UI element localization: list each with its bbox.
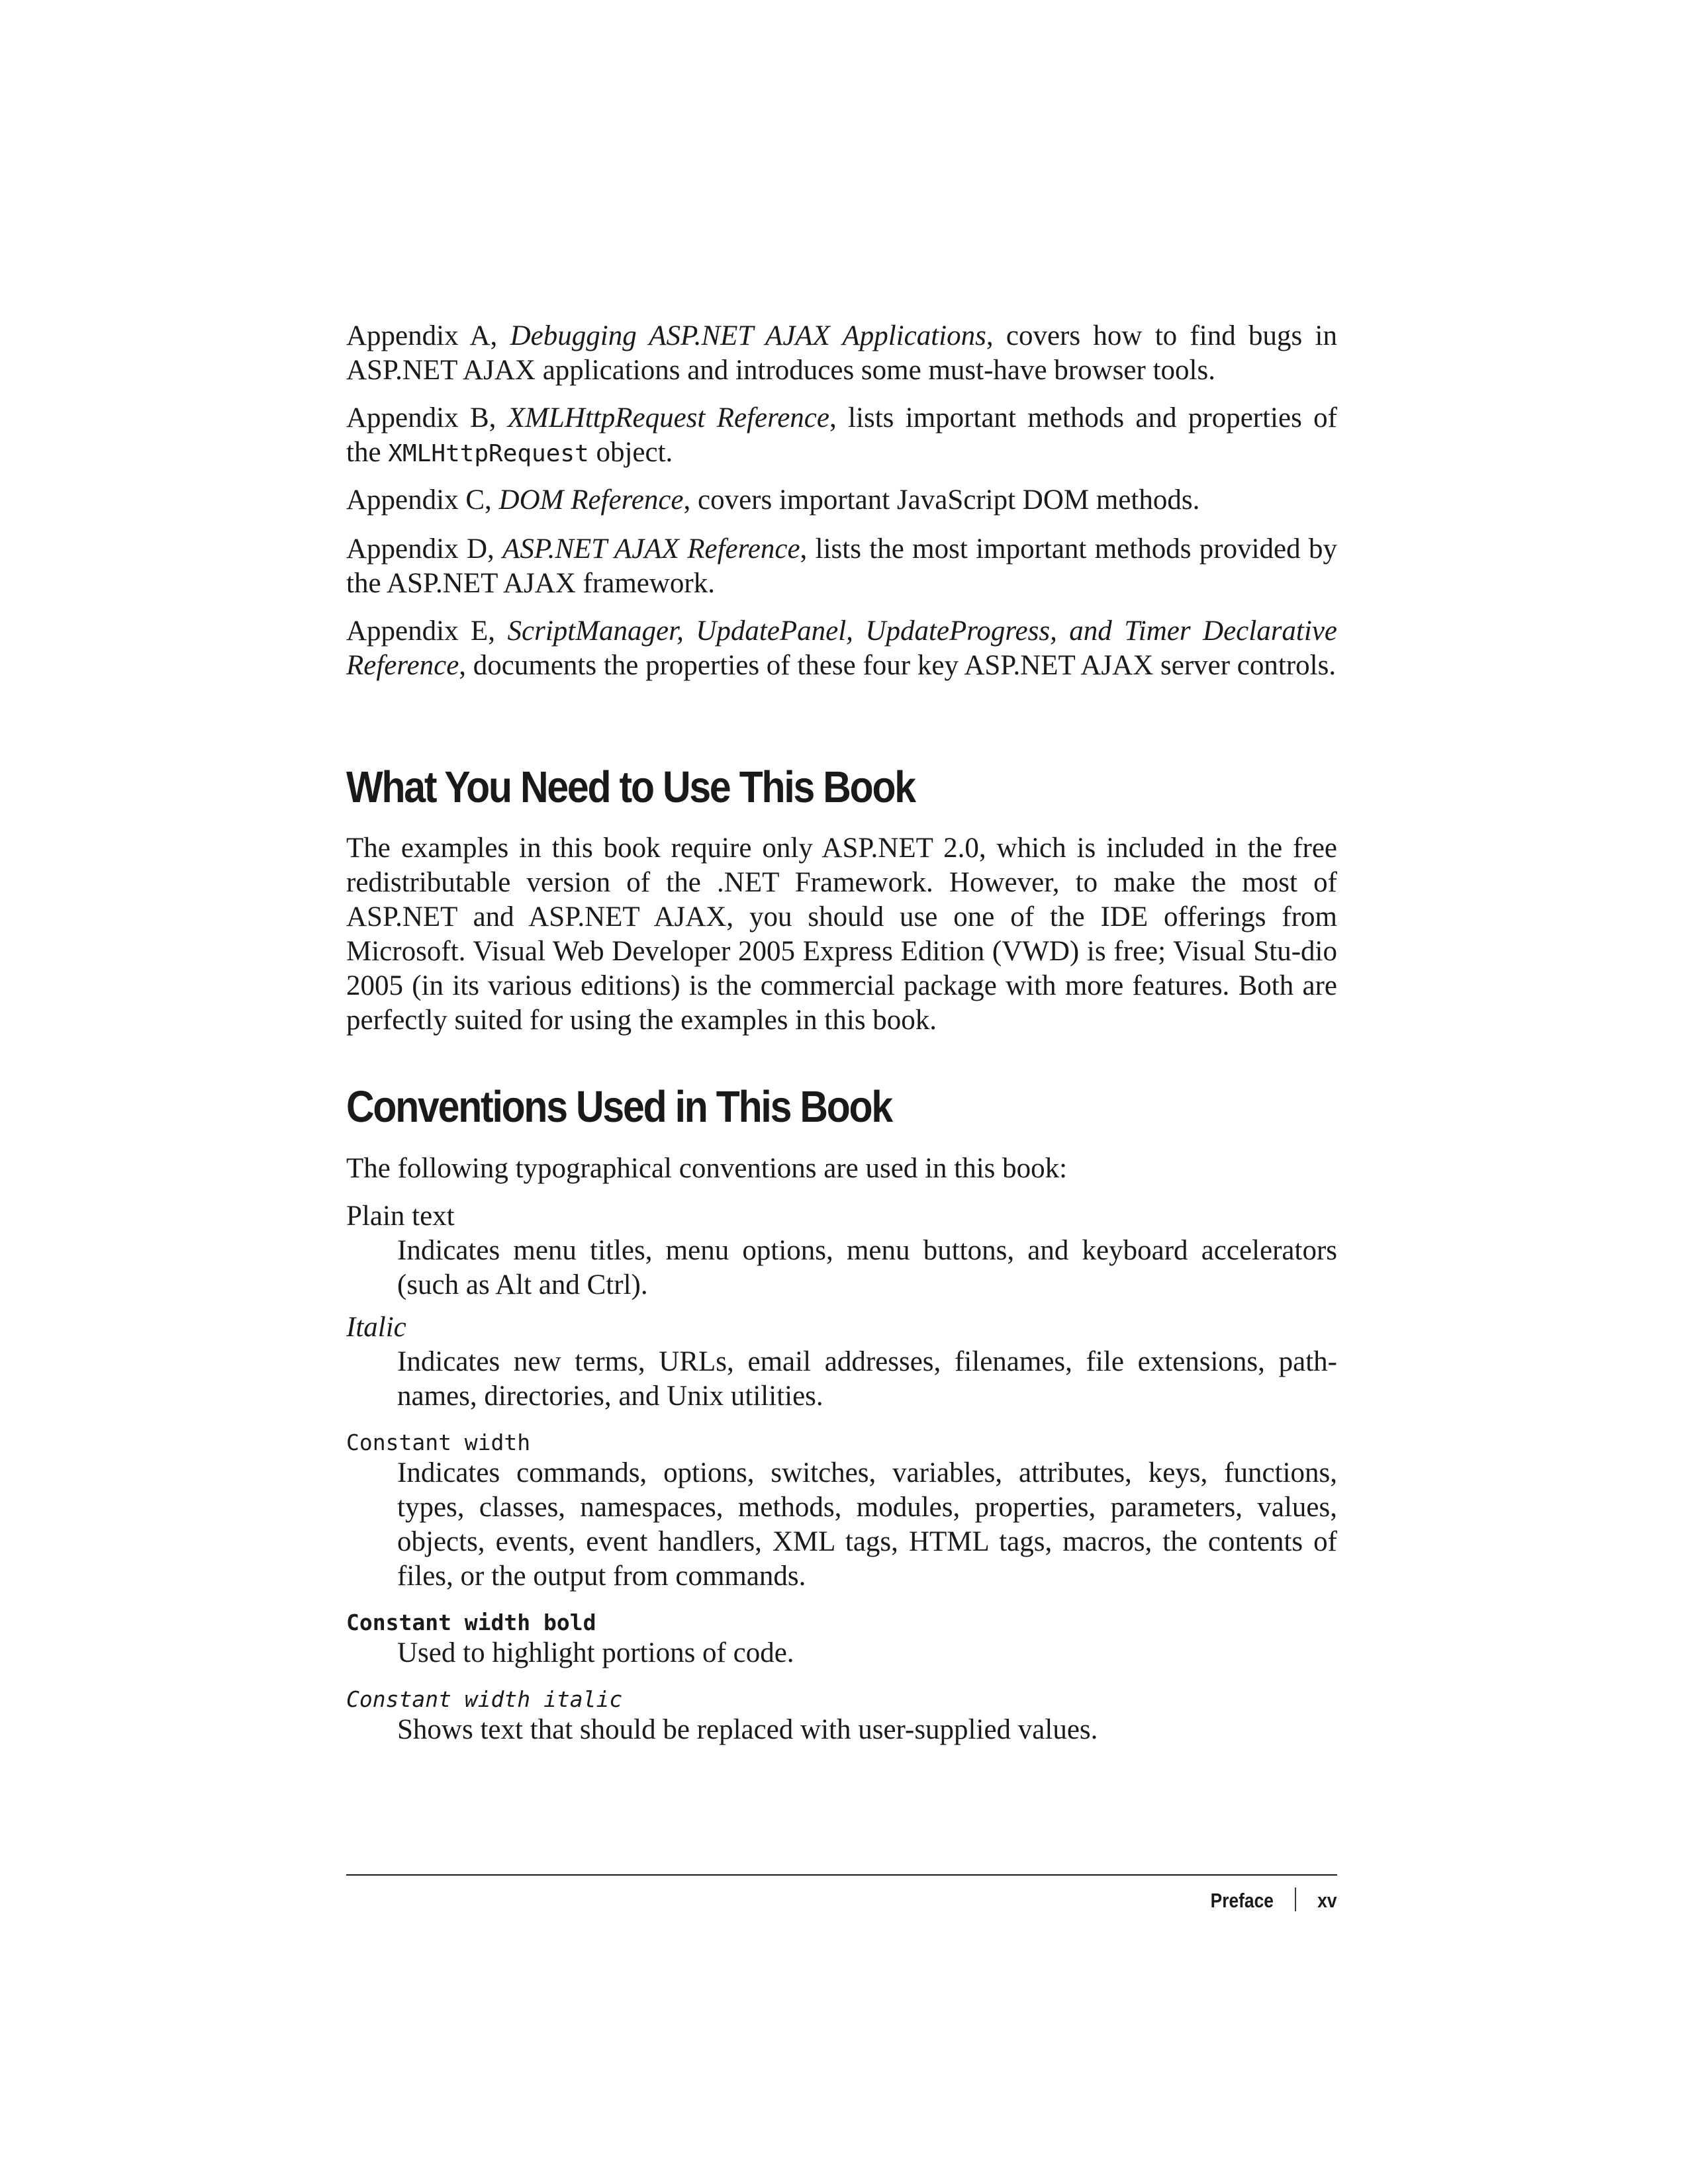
requirements-paragraph: The examples in this book require only ASP.NET 2.0, which is included in the free redistributable version of the .NET Framework. However, to make the most of ASP.NET and ASP.NET AJAX, you should use one of the IDE offerings from Microsoft. Visual Web Developer 2005 Express Edition (VWD) is free; Visual Stu-dio 2005 (in its various editions) is the commercial package with more features. Both are perfectly suited for using the examples in this book. bbox=[346, 833, 1337, 1036]
page-footer bbox=[1211, 1888, 1337, 1914]
appendix-e-text: , documents the properties of these four key ASP.NET AJAX server controls. bbox=[459, 650, 1336, 681]
appendix-d-paragraph bbox=[346, 532, 1337, 601]
convention-term-plain: Plain text bbox=[346, 1201, 455, 1232]
appendix-c-title: DOM Reference bbox=[498, 484, 684, 516]
appendix-b-text: , lists important methods and properties of the bbox=[346, 402, 1337, 468]
convention-term-italic: Italic bbox=[346, 1312, 406, 1343]
appendix-e-paragraph bbox=[346, 614, 1337, 683]
convention-definition-constant-width-italic: Shows text that should be replaced with user-supplied values. bbox=[397, 1714, 1098, 1745]
appendix-a-title: Debugging ASP.NET AJAX Applications bbox=[510, 320, 986, 351]
appendix-c-paragraph bbox=[346, 483, 1337, 518]
convention-term-constant-width-bold: Constant width bold bbox=[346, 1610, 596, 1635]
appendix-b-text-end: object. bbox=[588, 437, 673, 468]
appendix-d-prefix: Appendix D, bbox=[346, 533, 503, 565]
appendix-a-paragraph bbox=[346, 319, 1337, 388]
appendix-c-prefix: Appendix C, bbox=[346, 484, 499, 516]
appendix-a-text: , covers how to find bugs in ASP.NET AJAX applications and introduces some must-have browser tools. bbox=[346, 320, 1337, 386]
footer-section-title: Preface bbox=[1211, 1889, 1274, 1912]
appendix-d-title: ASP.NET AJAX Reference bbox=[502, 533, 800, 565]
appendix-d-text: , lists the most important methods provided by the ASP.NET AJAX framework. bbox=[346, 533, 1337, 599]
conventions-intro: The following typographical conventions are used in this book: bbox=[346, 1153, 1068, 1184]
footer-separator bbox=[1295, 1888, 1297, 1911]
page-number: xv bbox=[1317, 1889, 1337, 1912]
convention-term-constant-width-italic: Constant width italic bbox=[346, 1686, 623, 1712]
footer-rule bbox=[346, 1874, 1337, 1876]
convention-definition-constant-width-bold: Used to highlight portions of code. bbox=[397, 1637, 794, 1668]
appendix-b-prefix: Appendix B, bbox=[346, 402, 508, 433]
appendix-a-prefix: Appendix A, bbox=[346, 320, 510, 351]
convention-definition-constant-width: Indicates commands, options, switches, variables, attributes, keys, functions, types, classes, namespaces, methods, modules, properties, parameters, values, objects, events, event handlers, XML tags, HTML tags, macros, the contents of files, or the output from commands. bbox=[397, 1457, 1337, 1592]
appendix-b-code: XMLHttpRequest bbox=[388, 440, 589, 467]
appendix-c-text: , covers important JavaScript DOM methods. bbox=[683, 484, 1200, 516]
appendix-b-title: XMLHttpRequest Reference bbox=[507, 402, 829, 433]
convention-definition-italic: Indicates new terms, URLs, email addresses, filenames, file extensions, path-names, directories, and Unix utilities. bbox=[397, 1346, 1337, 1412]
appendix-b-paragraph bbox=[346, 401, 1337, 471]
appendix-e-title: ScriptManager, UpdatePanel, UpdateProgress, and Timer Declarative Reference bbox=[346, 615, 1338, 681]
section-heading-conventions: Conventions Used in This Book bbox=[346, 1082, 892, 1132]
convention-term-constant-width: Constant width bbox=[346, 1430, 531, 1455]
convention-definition-plain: Indicates menu titles, menu options, menu buttons, and keyboard accelerators (such as Alt and Ctrl). bbox=[397, 1235, 1337, 1300]
section-heading-requirements: What You Need to Use This Book bbox=[346, 762, 915, 812]
appendix-e-prefix: Appendix E, bbox=[346, 615, 508, 647]
